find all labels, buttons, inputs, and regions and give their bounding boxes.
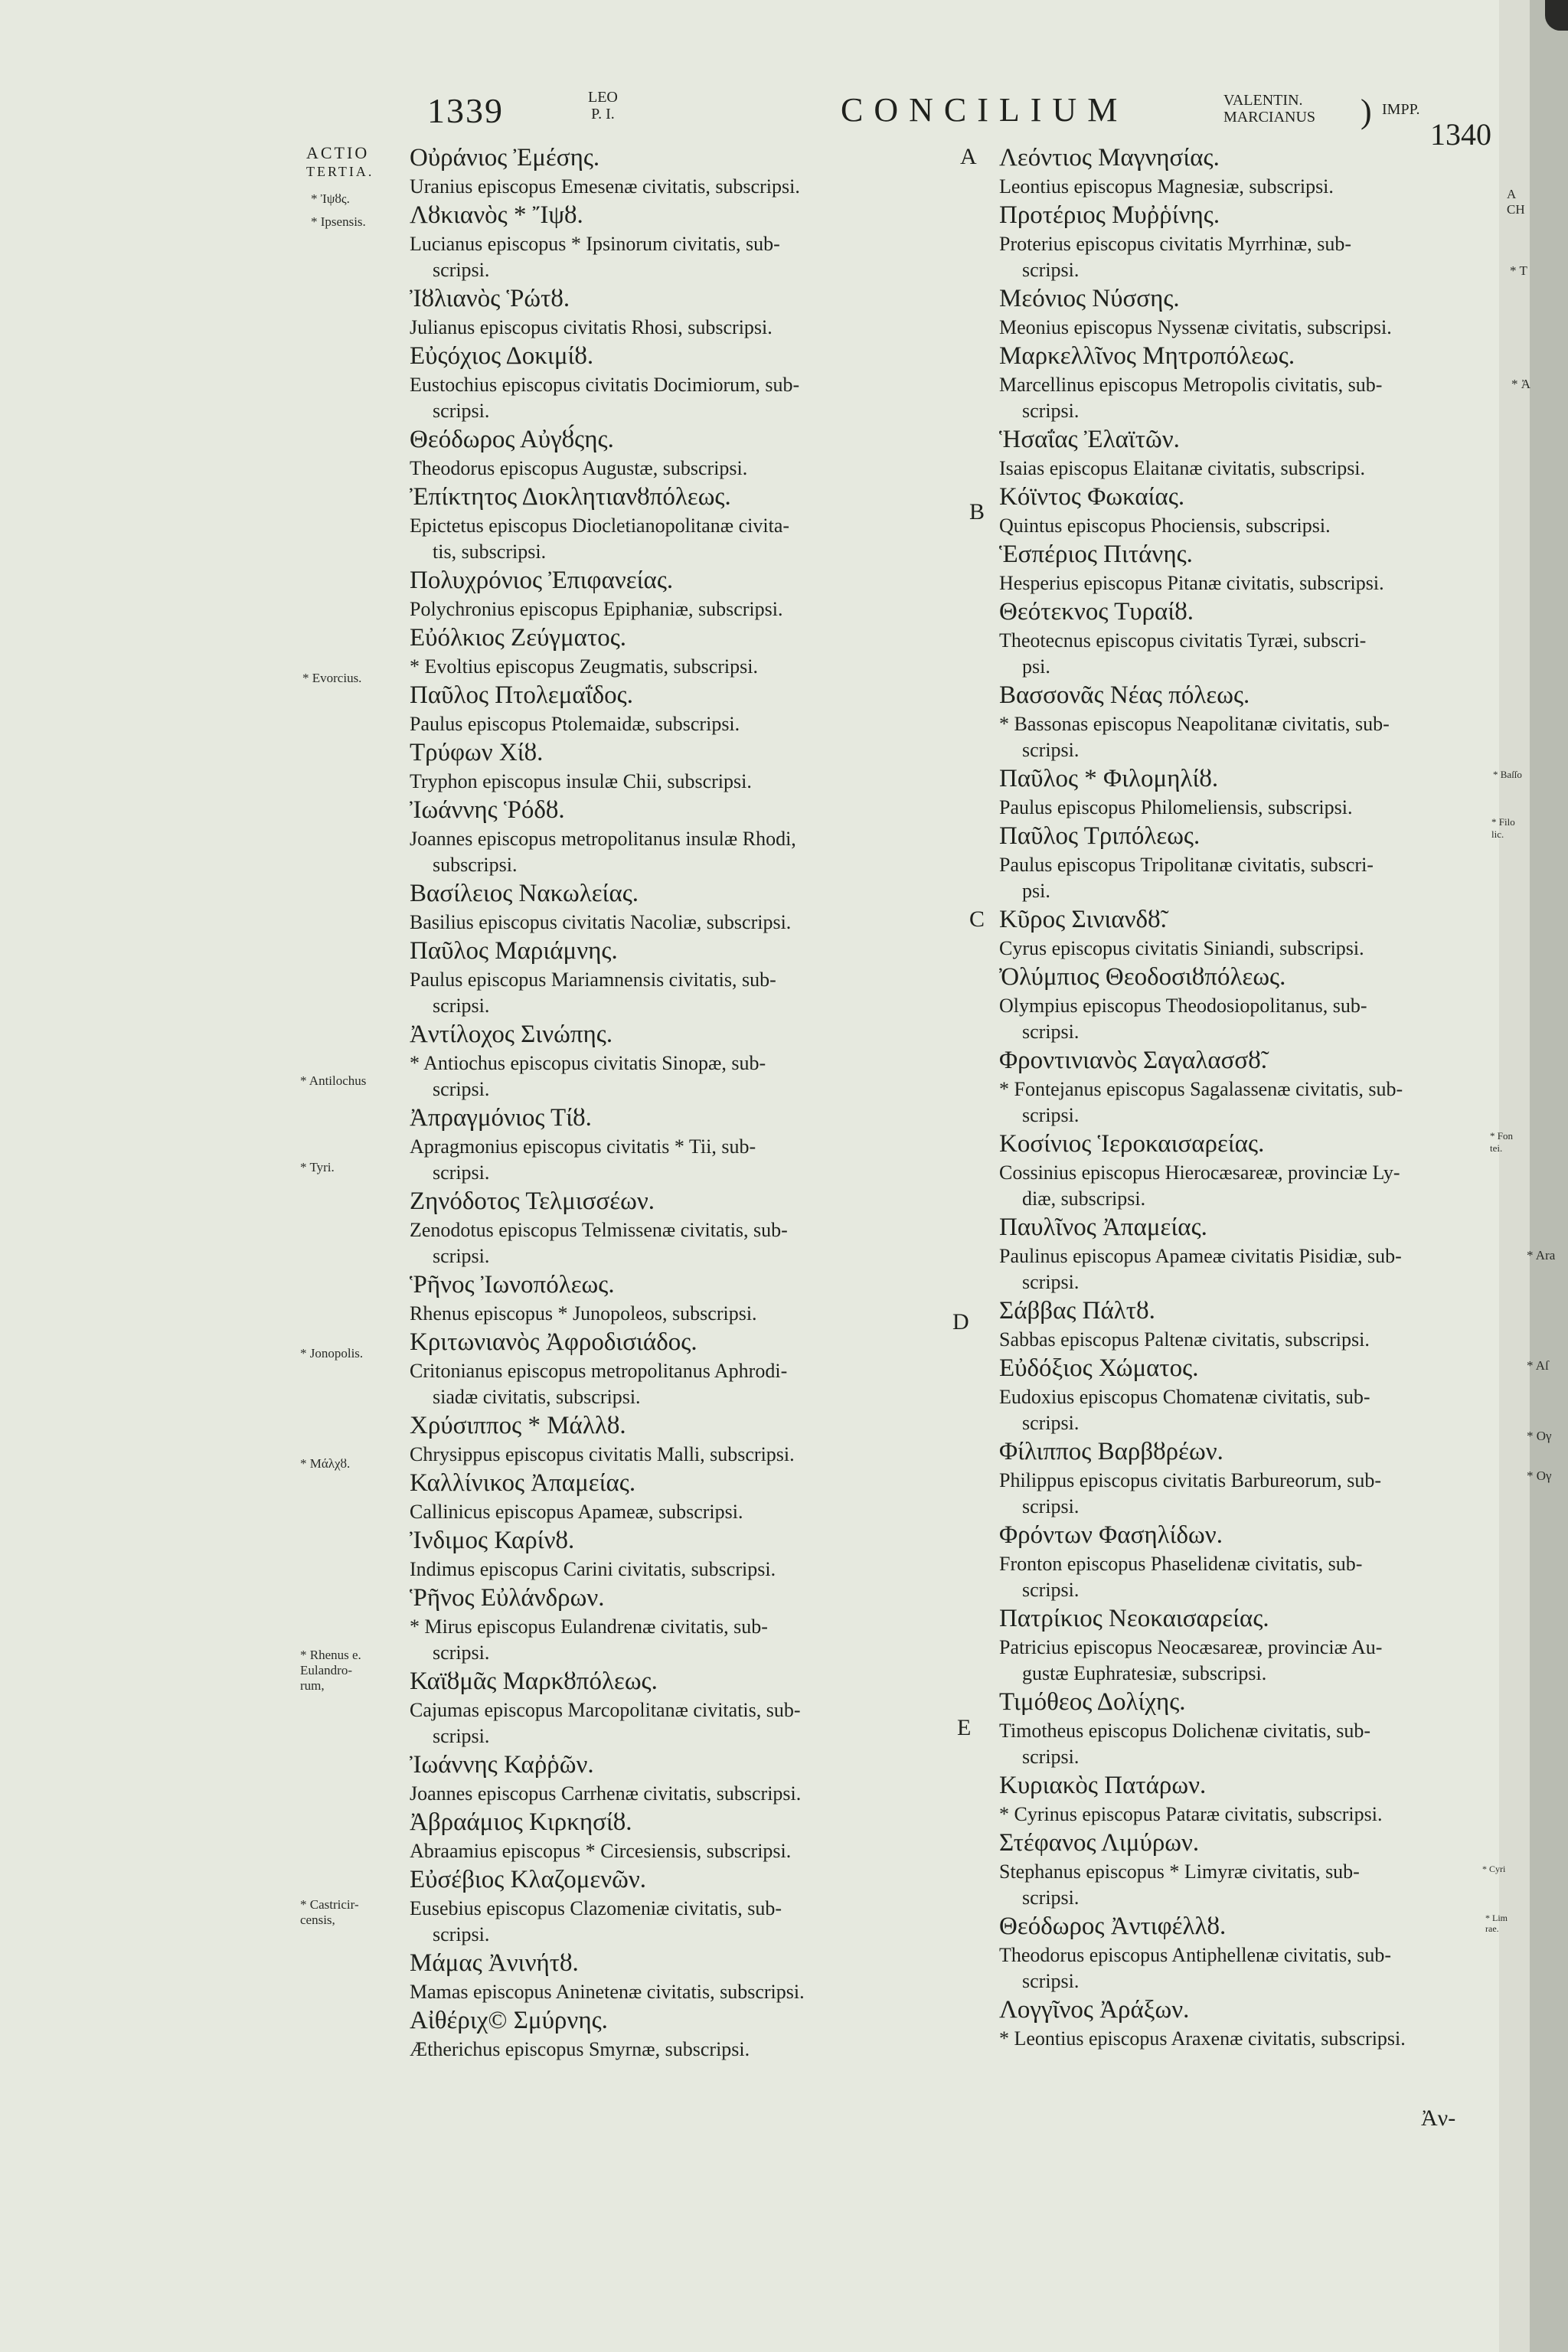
greek-name: Εὐςόχιος Δοκιμίȣ. <box>410 342 594 370</box>
latin-line: Stephanus episcopus * Limyræ civitatis, sub- <box>999 1860 1360 1883</box>
signature-entry <box>999 1994 1489 2052</box>
signature-entry <box>410 795 946 878</box>
latin-line: Paulinus episcopus Apameæ civitatis Pisidiæ, sub- <box>999 1245 1402 1267</box>
latin-line: Lucianus episcopus * Ipsinorum civitatis, sub- <box>410 233 780 255</box>
running-head-right <box>1223 92 1315 126</box>
signature-entry <box>999 763 1489 821</box>
greek-name: Ἀπραγμόνιος Τίȣ. <box>410 1104 592 1132</box>
margin-note-right: * Baſſo <box>1493 769 1522 780</box>
greek-name: Ἀβραάμιος Κιρκησίȣ. <box>410 1808 632 1836</box>
latin-line: Zenodotus episcopus Telmissenæ civitatis, sub- <box>410 1219 788 1241</box>
latin-line: * Bassonas episcopus Neapolitanæ civitatis, sub- <box>999 713 1390 735</box>
signature-entry <box>410 1327 946 1410</box>
latin-line: Isaias episcopus Elaitanæ civitatis, subscripsi. <box>999 457 1366 479</box>
greek-name: Ὀλύμπιος Θεοδοσιȣπόλεως. <box>999 963 1286 991</box>
greek-name: Σάββας Πάλτȣ. <box>999 1297 1155 1325</box>
margin-note: * Tyri. <box>300 1160 335 1174</box>
margin-note: * Ipsensis. <box>311 214 366 229</box>
latin-subscription <box>999 1802 1489 1828</box>
signature-entry <box>410 482 946 565</box>
latin-subscription <box>410 372 946 424</box>
signature-entry <box>410 1807 946 1864</box>
latin-line: Meonius episcopus Nyssenæ civitatis, subscripsi. <box>999 316 1392 338</box>
running-head-right-line2: MARCIANUS <box>1223 109 1316 126</box>
signature-entry <box>410 622 946 680</box>
latin-line-continued: gustæ Euphratesiæ, subscripsi. <box>1022 1662 1267 1684</box>
latin-line: Sabbas episcopus Paltenæ civitatis, subscripsi. <box>999 1328 1370 1351</box>
greek-name: Ῥῆνος Εὐλάνδρων. <box>410 1584 605 1612</box>
greek-name: Βασίλειος Νακωλείας. <box>410 880 639 907</box>
signature-entry <box>410 936 946 1019</box>
latin-subscription <box>999 1942 1489 1994</box>
latin-subscription <box>410 711 946 737</box>
latin-line: * Evoltius episcopus Zeugmatis, subscripsi. <box>410 655 758 678</box>
latin-subscription <box>999 513 1489 539</box>
signature-entry <box>410 680 946 737</box>
page-title: CONCILIUM <box>841 91 1129 129</box>
greek-name: Μεόνιος Νύσσης. <box>999 285 1180 312</box>
margin-note-right: CH <box>1507 202 1525 217</box>
latin-line-continued: scripsi. <box>433 1725 490 1747</box>
latin-line-continued: diæ, subscripsi. <box>1022 1187 1146 1210</box>
greek-name: Τρύφων Χίȣ. <box>410 739 544 766</box>
greek-name: Παῦλος Μαριάμνης. <box>410 937 618 965</box>
margin-note-right: * Ara <box>1527 1248 1556 1263</box>
signature-entry <box>999 596 1489 680</box>
latin-line: Timotheus episcopus Dolichenæ civitatis, sub- <box>999 1720 1371 1742</box>
signature-entry <box>410 1186 946 1269</box>
greek-name: Φρόντων Φασηλίδων. <box>999 1521 1223 1549</box>
greek-name: Στέφανος Λιμύρων. <box>999 1829 1200 1857</box>
latin-subscription <box>999 1384 1489 1436</box>
greek-name: Ἰνδιμος Καρίνȣ. <box>410 1527 575 1554</box>
latin-line: * Antiochus episcopus civitatis Sinopæ, sub- <box>410 1052 766 1074</box>
margin-note: * Evorcius. <box>302 671 362 685</box>
latin-subscription <box>410 513 946 565</box>
latin-line: Uranius episcopus Emesenæ civitatis, subscripsi. <box>410 175 800 198</box>
signature-entry <box>410 565 946 622</box>
signature-entry <box>999 482 1489 539</box>
latin-line: Marcellinus episcopus Metropolis civitatis, sub- <box>999 374 1383 396</box>
signature-entry <box>410 1666 946 1749</box>
signature-entry <box>410 1583 946 1666</box>
signature-entry <box>410 283 946 341</box>
signature-entry <box>410 142 946 200</box>
greek-name: Λογγῖνος Ἀράξων. <box>999 1996 1190 2024</box>
latin-line: Epictetus episcopus Diocletianopolitanæ civita- <box>410 514 790 537</box>
greek-name: Μάμας Ἀνινήτȣ. <box>410 1949 579 1977</box>
page-edge-strip <box>1499 0 1530 2352</box>
signature-entry <box>999 1295 1489 1353</box>
latin-line: Eustochius episcopus civitatis Docimiorum, sub- <box>410 374 800 396</box>
margin-note-right: * Cyri <box>1482 1864 1506 1874</box>
margin-note: * Antilochus <box>300 1073 367 1088</box>
latin-line: Olympius episcopus Theodosiopolitanus, sub- <box>999 995 1367 1017</box>
page-number-right: 1340 <box>1430 117 1491 152</box>
greek-name: Παυλῖνος Ἀπαμείας. <box>999 1214 1207 1241</box>
latin-subscription <box>410 596 946 622</box>
latin-subscription <box>999 2026 1489 2052</box>
latin-subscription <box>410 174 946 200</box>
greek-name: Οὐράνιος Ἐμέσης. <box>410 144 600 172</box>
latin-subscription <box>999 852 1489 904</box>
latin-line: Quintus episcopus Phociensis, subscripsi. <box>999 514 1331 537</box>
latin-line-continued: scripsi. <box>1022 1412 1080 1434</box>
latin-line: Paulus episcopus Mariamnensis civitatis, sub- <box>410 969 776 991</box>
latin-line-continued: scripsi. <box>1022 400 1080 422</box>
latin-line: Indimus episcopus Carini civitatis, subscripsi. <box>410 1558 776 1580</box>
latin-subscription <box>999 628 1489 680</box>
latin-subscription <box>999 372 1489 424</box>
greek-name: Ἀντίλοχος Σινώπης. <box>410 1021 613 1048</box>
latin-line-continued: scripsi. <box>1022 1495 1080 1517</box>
latin-line: Critonianus episcopus metropolitanus Aphrodi- <box>410 1360 788 1382</box>
margin-note-right: * Fon tei. <box>1490 1130 1513 1154</box>
latin-line-continued: scripsi. <box>1022 1746 1080 1768</box>
latin-subscription <box>999 1859 1489 1911</box>
latin-line: Theotecnus episcopus civitatis Tyræi, subscri- <box>999 629 1367 652</box>
running-head-left <box>588 89 618 122</box>
latin-subscription <box>999 993 1489 1045</box>
greek-name: Κριτωνιανὸς Ἀφροδισιάδος. <box>410 1328 697 1356</box>
margin-note-right: * Ἀ <box>1511 377 1531 391</box>
greek-name: Θεότεκνος Τυραίȣ. <box>999 598 1194 626</box>
latin-line-continued: scripsi. <box>433 259 490 281</box>
greek-name: Χρύσιππος * Μάλλȣ. <box>410 1412 626 1439</box>
margin-note-right: * Oγ <box>1527 1468 1552 1483</box>
latin-subscription <box>999 1327 1489 1353</box>
greek-name: Ἰωάννης Ῥόδȣ. <box>410 796 565 824</box>
latin-subscription <box>999 174 1489 200</box>
latin-subscription <box>999 570 1489 596</box>
section-letter-e: E <box>957 1715 972 1740</box>
latin-subscription <box>410 456 946 482</box>
margin-note-right: A <box>1507 187 1517 201</box>
signature-entry <box>999 200 1489 283</box>
latin-subscription <box>410 1050 946 1102</box>
latin-line: * Leontius episcopus Araxenæ civitatis, subscripsi. <box>999 2027 1406 2050</box>
greek-name: Εὐόλκιος Ζεύγματος. <box>410 624 627 652</box>
right-column <box>999 142 1489 2052</box>
latin-line: Cyrus episcopus civitatis Siniandi, subscripsi. <box>999 937 1364 959</box>
actio-label <box>306 144 374 181</box>
impp-label: IMPP. <box>1382 101 1420 118</box>
latin-line-continued: psi. <box>1022 655 1050 678</box>
latin-line: Chrysippus episcopus civitatis Malli, subscripsi. <box>410 1443 795 1465</box>
greek-name: Λȣκιανὸς * Ἴψȣ. <box>410 201 583 229</box>
latin-line-continued: subscripsi. <box>433 854 518 876</box>
greek-name: Εὐσέβιος Κλαζομενῶν. <box>410 1866 647 1893</box>
margin-note-right: * Lim rae. <box>1485 1913 1508 1934</box>
section-letter-b: B <box>969 499 985 524</box>
signature-entry <box>410 424 946 482</box>
latin-line: Apragmonius episcopus civitatis * Tii, sub- <box>410 1135 756 1158</box>
latin-subscription <box>999 1160 1489 1212</box>
latin-line: Ætherichus episcopus Smyrnæ, subscripsi. <box>410 2038 750 2060</box>
page-number-left: 1339 <box>427 91 504 130</box>
latin-line-continued: psi. <box>1022 880 1050 902</box>
signature-entry <box>410 1525 946 1583</box>
greek-name: Θεόδωρος Αὐγȣ́ςης. <box>410 426 614 453</box>
latin-line: Leontius episcopus Magnesiæ, subscripsi. <box>999 175 1334 198</box>
latin-subscription <box>410 2037 946 2063</box>
greek-name: Ἰȣλιανὸς Ῥώτȣ. <box>410 285 570 312</box>
latin-line: * Cyrinus episcopus Pataræ civitatis, subscripsi. <box>999 1803 1383 1825</box>
margin-note-right: * Oγ <box>1527 1429 1552 1443</box>
signature-entry <box>410 1019 946 1102</box>
greek-name: Καϊȣμᾶς Μαρκȣπόλεως. <box>410 1668 658 1695</box>
latin-line: Eusebius episcopus Clazomeniæ civitatis, sub- <box>410 1897 782 1919</box>
latin-line: Julianus episcopus civitatis Rhosi, subscripsi. <box>410 316 773 338</box>
actio-line2: TERTIA. <box>306 164 374 179</box>
latin-line: Cajumas episcopus Marcopolitanæ civitatis, sub- <box>410 1699 801 1721</box>
latin-line-continued: scripsi. <box>433 1161 490 1184</box>
latin-subscription <box>999 1243 1489 1295</box>
latin-subscription <box>410 1499 946 1525</box>
latin-line: Patricius episcopus Neocæsareæ, provinciæ Au- <box>999 1636 1383 1658</box>
latin-subscription <box>999 231 1489 283</box>
latin-line-continued: scripsi. <box>433 1078 490 1100</box>
signature-entry <box>999 821 1489 904</box>
latin-line: Fronton episcopus Phaselidenæ civitatis, sub- <box>999 1553 1363 1575</box>
greek-name: Προτέριος Μυῤῥίνης. <box>999 201 1220 229</box>
latin-line: Philippus episcopus civitatis Barbureorum, sub- <box>999 1469 1382 1491</box>
signature-entry <box>410 1269 946 1327</box>
running-head-right-line1: VALENTIN. <box>1223 92 1303 109</box>
signature-entry <box>999 539 1489 596</box>
latin-line: Theodorus episcopus Antiphellenæ civitatis, sub- <box>999 1944 1391 1966</box>
greek-name: Ἐπίκτητος Διοκλητιανȣπόλεως. <box>410 483 731 511</box>
signature-entry <box>999 1911 1489 1994</box>
greek-name: Πατρίκιος Νεοκαισαρείας. <box>999 1605 1269 1632</box>
greek-name: Πολυχρόνιος Ἐπιφανείας. <box>410 567 674 594</box>
latin-line-continued: scripsi. <box>433 995 490 1017</box>
latin-line: Abraamius episcopus * Circesiensis, subscripsi. <box>410 1840 792 1862</box>
greek-name: Φίλιππος Βαρβȣρέων. <box>999 1438 1223 1465</box>
section-letter-c: C <box>969 906 985 932</box>
signature-entry <box>999 680 1489 763</box>
latin-subscription <box>410 1979 946 2005</box>
signature-entry <box>999 283 1489 341</box>
signature-entry <box>999 1212 1489 1295</box>
greek-name: Ῥῆνος Ἰωνοπόλεως. <box>410 1271 615 1298</box>
latin-subscription <box>410 1896 946 1948</box>
greek-name: Ἑσπέριος Πιτάνης. <box>999 541 1193 568</box>
latin-line-continued: scripsi. <box>1022 1970 1080 1992</box>
latin-line-continued: scripsi. <box>1022 1886 1080 1909</box>
latin-line: Hesperius episcopus Pitanæ civitatis, subscripsi. <box>999 572 1384 594</box>
signature-entry <box>410 341 946 424</box>
signature-entry <box>999 341 1489 424</box>
latin-subscription <box>410 1697 946 1749</box>
latin-line: Proterius episcopus civitatis Myrrhinæ, sub- <box>999 233 1352 255</box>
greek-name: Παῦλος * Φιλομηλίȣ. <box>999 765 1219 792</box>
latin-line-continued: scripsi. <box>1022 739 1080 761</box>
greek-name: Ζηνόδοτος Τελμισσέων. <box>410 1187 655 1215</box>
greek-name: Θεόδωρος Ἀντιφέλλȣ. <box>999 1913 1227 1940</box>
greek-name: Φροντινιανὸς Σαγαλασσȣ̃. <box>999 1047 1267 1074</box>
greek-name: Παῦλος Τριπόλεως. <box>999 822 1200 850</box>
signature-entry <box>999 1045 1489 1129</box>
signature-entry <box>410 1410 946 1468</box>
signature-entry <box>410 1948 946 2005</box>
latin-subscription <box>999 1076 1489 1129</box>
latin-subscription <box>410 1838 946 1864</box>
greek-name: Τιμόθεος Δολίχης. <box>999 1688 1186 1716</box>
latin-line-continued: scripsi. <box>433 1642 490 1664</box>
signature-entry <box>410 1468 946 1525</box>
latin-subscription <box>410 231 946 283</box>
latin-subscription <box>999 936 1489 962</box>
latin-subscription <box>999 1468 1489 1520</box>
latin-subscription <box>410 1217 946 1269</box>
latin-subscription <box>410 1614 946 1666</box>
latin-subscription <box>999 795 1489 821</box>
greek-name: Παῦλος Πτολεμαΐδος. <box>410 681 633 709</box>
signature-entry <box>410 2005 946 2063</box>
latin-line: Paulus episcopus Tripolitanæ civitatis, subscri- <box>999 854 1374 876</box>
latin-subscription <box>410 1442 946 1468</box>
signature-entry <box>410 1864 946 1948</box>
latin-line: Joannes episcopus Carrhenæ civitatis, subscripsi. <box>410 1782 802 1805</box>
latin-subscription <box>999 711 1489 763</box>
margin-note-right: * T <box>1510 263 1527 278</box>
actio-line1: ACTIO <box>306 143 370 162</box>
latin-line: Mamas episcopus Aninetenæ civitatis, subscripsi. <box>410 1981 805 2003</box>
latin-line: Theodorus episcopus Augustæ, subscripsi. <box>410 457 748 479</box>
latin-line: Rhenus episcopus * Junopoleos, subscripsi. <box>410 1302 757 1325</box>
latin-subscription <box>410 654 946 680</box>
latin-line: * Mirus episcopus Eulandrenæ civitatis, sub- <box>410 1615 768 1638</box>
latin-subscription <box>410 1358 946 1410</box>
latin-line-continued: siadæ civitatis, subscripsi. <box>433 1386 641 1408</box>
latin-subscription <box>410 769 946 795</box>
latin-subscription <box>410 315 946 341</box>
latin-subscription <box>999 1635 1489 1687</box>
latin-line: * Fontejanus episcopus Sagalassenæ civitatis, sub- <box>999 1078 1403 1100</box>
greek-name: Ἰωάννης Καῤῥῶν. <box>410 1751 594 1779</box>
running-head-left-line1: LEO <box>588 89 618 106</box>
latin-line: Joannes episcopus metropolitanus insulæ Rhodi, <box>410 828 796 850</box>
section-letter-d: D <box>952 1309 969 1334</box>
greek-name: Εὐδόξιος Χώματος. <box>999 1354 1199 1382</box>
signature-entry <box>999 1520 1489 1603</box>
margin-note-right: * Filo lic. <box>1491 816 1515 840</box>
facing-page-edge <box>1530 0 1568 2352</box>
latin-line-continued: scripsi. <box>1022 1104 1080 1126</box>
latin-subscription <box>410 1781 946 1807</box>
signature-entry <box>410 1749 946 1807</box>
greek-name: Κυριακὸς Πατάρων. <box>999 1772 1207 1799</box>
latin-line: Callinicus episcopus Apameæ, subscripsi. <box>410 1501 743 1523</box>
greek-name: Κοσίνιος Ἱεροκαισαρείας. <box>999 1130 1265 1158</box>
signature-entry <box>999 904 1489 962</box>
signature-entry <box>999 1129 1489 1212</box>
left-column <box>410 142 946 2063</box>
latin-subscription <box>999 1551 1489 1603</box>
brace-glyph: ) <box>1361 93 1372 130</box>
signature-entry <box>999 1353 1489 1436</box>
latin-line: Eudoxius episcopus Chomatenæ civitatis, sub- <box>999 1386 1370 1408</box>
running-head-left-line2: P. I. <box>591 106 615 122</box>
latin-subscription <box>410 1301 946 1327</box>
latin-line: Paulus episcopus Ptolemaidæ, subscripsi. <box>410 713 740 735</box>
margin-note: * Ἰψȣς. <box>311 191 350 206</box>
signature-entry <box>999 142 1489 200</box>
latin-line: Basilius episcopus civitatis Nacoliæ, subscripsi. <box>410 911 792 933</box>
greek-name: Βασσονᾶς Νέας πόλεως. <box>999 681 1250 709</box>
latin-line-continued: scripsi. <box>433 400 490 422</box>
greek-name: Κῦρος Σινιανδȣ̃. <box>999 906 1167 933</box>
greek-name: Ἡσαΐας Ἐλαϊτῶν. <box>999 426 1180 453</box>
latin-line: Tryphon episcopus insulæ Chii, subscripsi. <box>410 770 752 792</box>
signature-entry <box>999 1603 1489 1687</box>
latin-line: Cossinius episcopus Hierocæsareæ, provinciæ Ly- <box>999 1161 1400 1184</box>
latin-line: Paulus episcopus Philomeliensis, subscripsi. <box>999 796 1353 818</box>
latin-subscription <box>410 1134 946 1186</box>
greek-name: Λεόντιος Μαγνησίας. <box>999 144 1220 172</box>
signature-entry <box>999 1687 1489 1770</box>
signature-entry <box>999 1436 1489 1520</box>
latin-line-continued: scripsi. <box>1022 1271 1080 1293</box>
margin-note: * Μάλχȣ. <box>300 1456 351 1471</box>
latin-subscription <box>999 1718 1489 1770</box>
margin-note: * Jonopolis. <box>300 1346 364 1361</box>
margin-note: * Castricir- censis, <box>300 1897 359 1927</box>
latin-subscription <box>999 315 1489 341</box>
greek-name: Κόϊντος Φωκαίας. <box>999 483 1185 511</box>
signature-entry <box>999 1828 1489 1911</box>
latin-subscription <box>410 1557 946 1583</box>
latin-subscription <box>410 910 946 936</box>
signature-entry <box>410 878 946 936</box>
signature-entry <box>410 737 946 795</box>
section-letter-a: A <box>960 144 977 169</box>
latin-line-continued: scripsi. <box>433 1923 490 1945</box>
greek-name: Μαρκελλῖνος Μητροπόλεως. <box>999 342 1295 370</box>
greek-name: Καλλίνικος Ἀπαμείας. <box>410 1469 636 1497</box>
latin-line-continued: scripsi. <box>433 1245 490 1267</box>
latin-line-continued: tis, subscripsi. <box>433 541 547 563</box>
latin-subscription <box>410 826 946 878</box>
signature-entry <box>410 200 946 283</box>
margin-note-right: * Aſ <box>1527 1358 1549 1373</box>
latin-subscription <box>999 456 1489 482</box>
signature-entry <box>999 1770 1489 1828</box>
greek-name: Αἰθέριχ© Σμύρνης. <box>410 2007 608 2034</box>
latin-line: Polychronius episcopus Epiphaniæ, subscripsi. <box>410 598 783 620</box>
signature-entry <box>999 424 1489 482</box>
latin-subscription <box>410 967 946 1019</box>
margin-note: * Rhenus e. Eulandro- rum, <box>300 1648 361 1693</box>
signature-entry <box>410 1102 946 1186</box>
latin-line-continued: scripsi. <box>1022 1579 1080 1601</box>
catchword: Ἀν- <box>1421 2105 1456 2131</box>
signature-entry <box>999 962 1489 1045</box>
latin-line-continued: scripsi. <box>1022 259 1080 281</box>
latin-line-continued: scripsi. <box>1022 1021 1080 1043</box>
